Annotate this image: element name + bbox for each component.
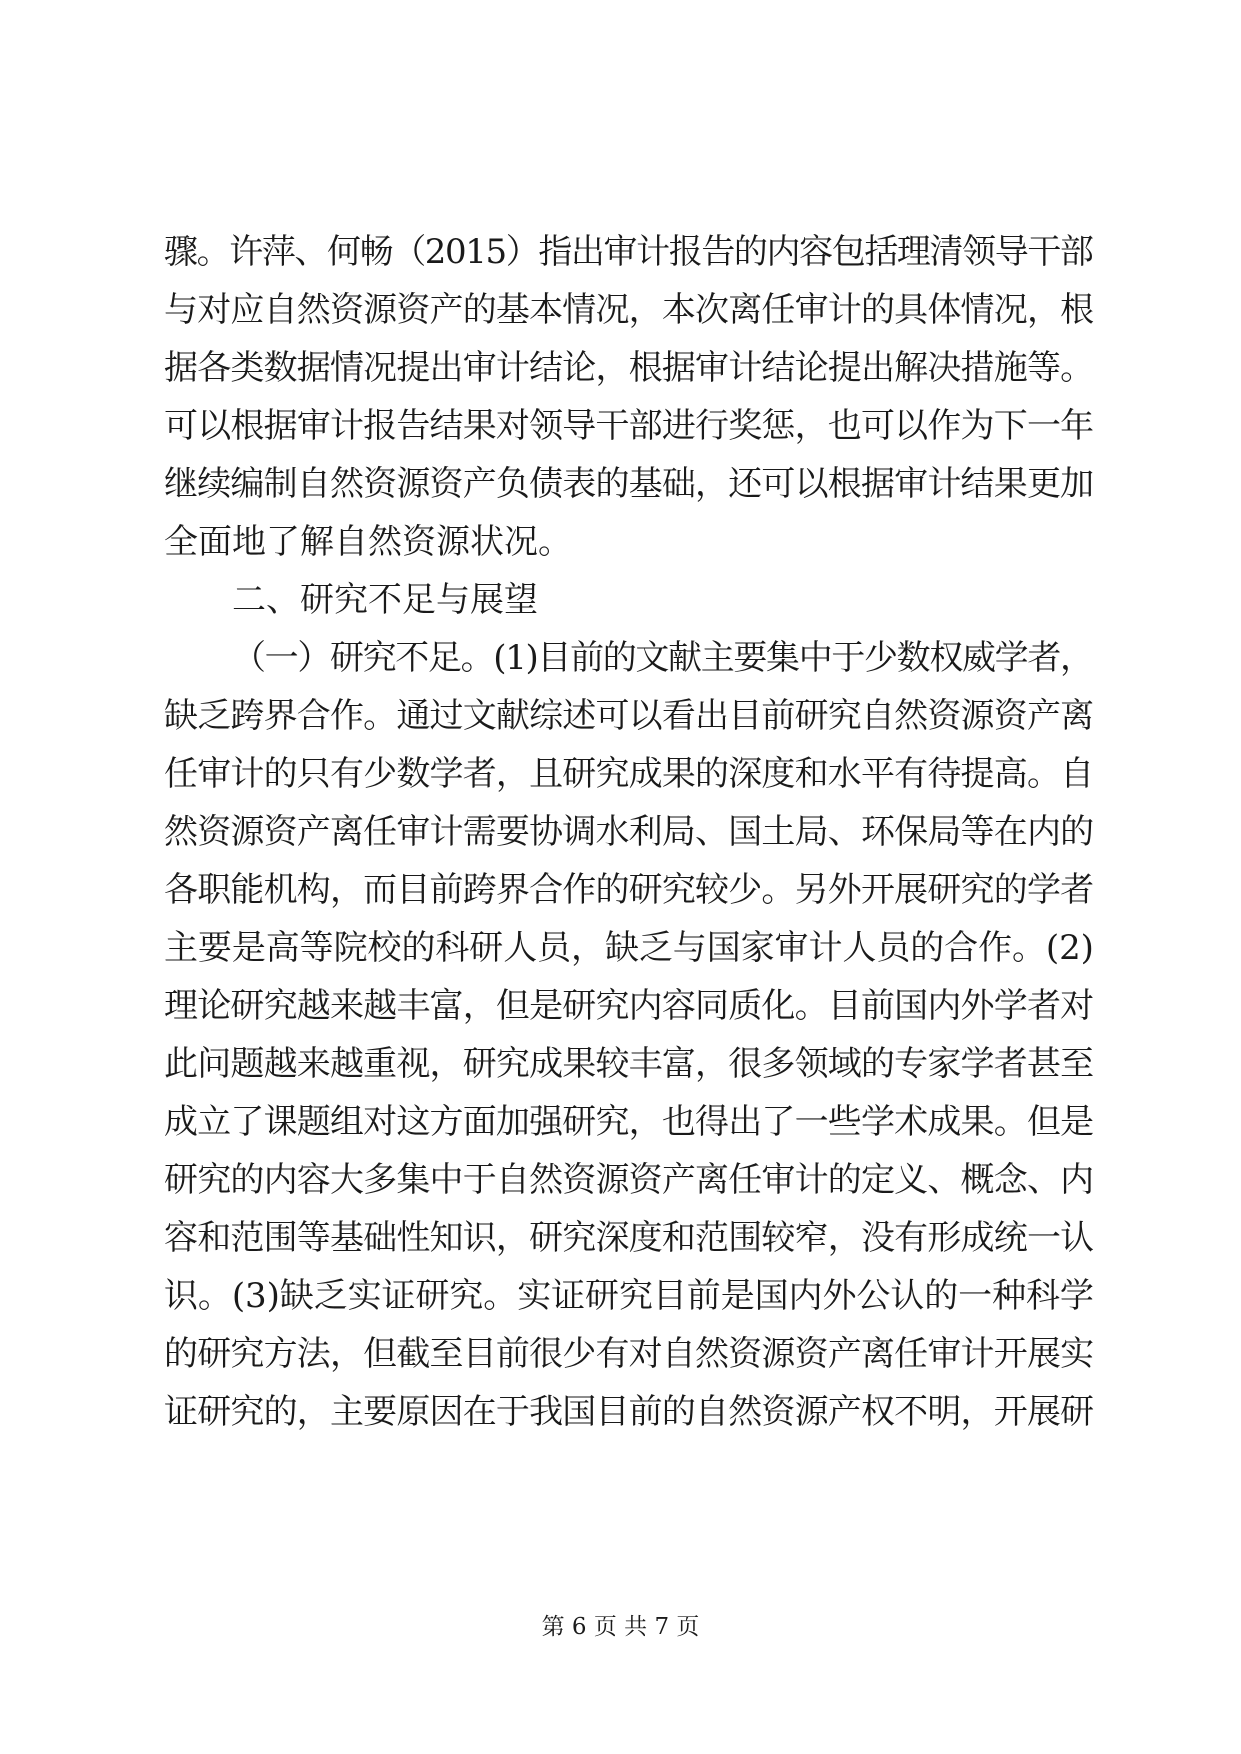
text-line: 成立了课题组对这方面加强研究，也得出了一些学术成果。但是 [164, 1102, 1094, 1142]
text-line: 缺乏跨界合作。通过文献综述可以看出目前研究自然资源资产离 [164, 696, 1094, 736]
text-line: 任审计的只有少数学者，且研究成果的深度和水平有待提高。自 [164, 754, 1094, 794]
text-line: 证研究的，主要原因在于我国目前的自然资源产权不明，开展研 [164, 1392, 1094, 1432]
text-line: 理论研究越来越丰富，但是研究内容同质化。目前国内外学者对 [164, 986, 1094, 1026]
text-line: 可以根据审计报告结果对领导干部进行奖惩，也可以作为下一年 [164, 406, 1094, 446]
text-line: 据各类数据情况提出审计结论，根据审计结论提出解决措施等。 [164, 348, 1094, 388]
text-line: 各职能机构，而目前跨界合作的研究较少。另外开展研究的学者 [164, 870, 1094, 910]
text-line: 全面地了解自然资源状况。 [164, 522, 572, 562]
text-line: 的研究方法，但截至目前很少有对自然资源资产离任审计开展实 [164, 1334, 1094, 1374]
text-line: 研究的内容大多集中于自然资源资产离任审计的定义、概念、内 [164, 1160, 1094, 1200]
text-line: 此问题越来越重视，研究成果较丰富，很多领域的专家学者甚至 [164, 1044, 1094, 1084]
text-line: （一）研究不足。(1)目前的文献主要集中于少数权威学者， [232, 638, 1093, 678]
text-line: 主要是高等院校的科研人员，缺乏与国家审计人员的合作。(2) [164, 928, 1094, 968]
section-heading: 二、研究不足与展望 [232, 580, 538, 620]
text-line: 然资源资产离任审计需要协调水利局、国土局、环保局等在内的 [164, 812, 1094, 852]
text-line: 继续编制自然资源资产负债表的基础，还可以根据审计结果更加 [164, 464, 1094, 504]
text-line: 容和范围等基础性知识，研究深度和范围较窄，没有形成统一认 [164, 1218, 1094, 1258]
text-line: 骤。许萍、何畅（2015）指出审计报告的内容包括理清领导干部 [164, 232, 1093, 272]
text-line: 与对应自然资源资产的基本情况，本次离任审计的具体情况，根 [164, 290, 1094, 330]
page-number-footer: 第 6 页 共 7 页 [541, 1614, 700, 1640]
text-line: 识。(3)缺乏实证研究。实证研究目前是国内外公认的一种科学 [164, 1276, 1094, 1316]
